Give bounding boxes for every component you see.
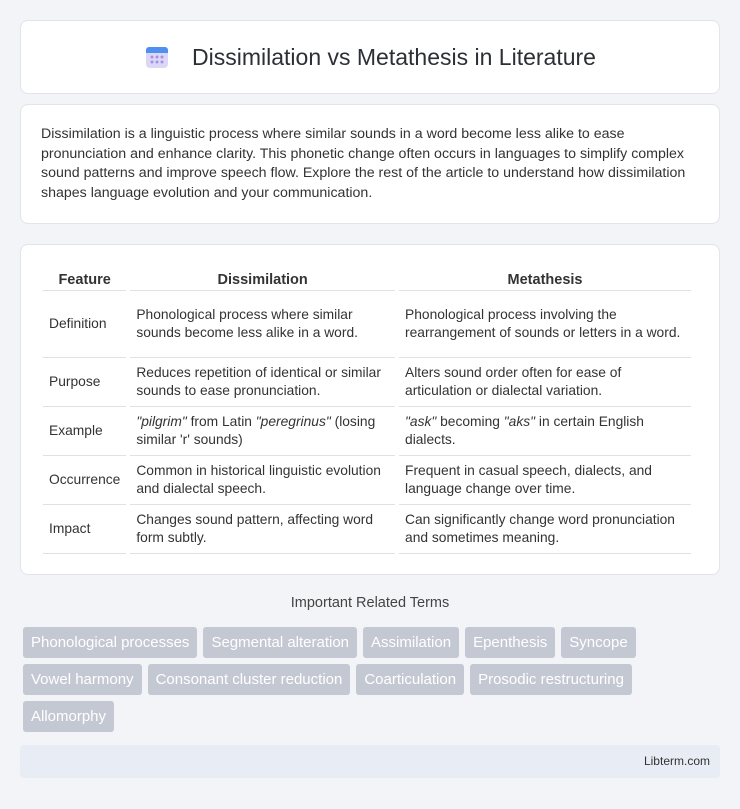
- comparison-card: [20, 244, 720, 575]
- example-text: (losing similar 'r' sounds): [136, 413, 376, 447]
- row-dissimilation: Phonological process where similar sounds become less alike in a word.: [130, 291, 395, 358]
- row-metathesis: Phonological process involving the rearrangement of sounds or letters in a word.: [399, 291, 691, 358]
- header-card: [20, 20, 720, 94]
- related-terms-list: [23, 627, 723, 738]
- row-metathesis: Frequent in casual speech, dialects, and language change over time.: [399, 456, 691, 505]
- row-dissimilation: [130, 407, 395, 456]
- tag-epenthesis[interactable]: Epenthesis: [465, 627, 555, 658]
- footer: [20, 745, 720, 778]
- table-row: [43, 291, 691, 358]
- intro-text: Dissimilation is a linguistic process where similar sounds in a word become less alike to ease pronunciation and enhance clarity. This phonetic change often occurs in languages to simplify complex sound patterns and improve speech flow. Explore the rest of the article to understand how dissimilation shapes language evolution and your communication.: [41, 126, 686, 201]
- header-dissimilation: Dissimilation: [130, 267, 395, 291]
- tag-assimilation[interactable]: Assimilation: [363, 627, 459, 658]
- tag-row: [23, 701, 723, 732]
- comparison-table: [39, 267, 695, 554]
- row-metathesis: Alters sound order often for ease of articulation or dialectal variation.: [399, 358, 691, 407]
- tag-allomorphy[interactable]: Allomorphy: [23, 701, 114, 732]
- example-word: "pilgrim": [136, 413, 187, 429]
- row-dissimilation: Changes sound pattern, affecting word form subtly.: [130, 505, 395, 554]
- calendar-icon: [144, 44, 170, 70]
- header-feature: Feature: [43, 267, 126, 291]
- tag-vowel-harmony[interactable]: Vowel harmony: [23, 664, 142, 695]
- tag-segmental-alteration[interactable]: Segmental alteration: [203, 627, 357, 658]
- example-text: becoming: [436, 413, 504, 429]
- related-terms-title: Important Related Terms: [290, 595, 450, 611]
- table-row: [43, 505, 691, 554]
- example-word: "aks": [503, 413, 536, 429]
- tag-row: [23, 627, 723, 658]
- tag-syncope[interactable]: Syncope: [561, 627, 635, 658]
- example-text: from Latin: [186, 413, 256, 429]
- page-title: Dissimilation vs Metathesis in Literature: [192, 43, 596, 70]
- row-feature: Occurrence: [43, 456, 126, 505]
- tag-row: [23, 664, 723, 695]
- row-feature: Example: [43, 407, 126, 456]
- table-row: [43, 358, 691, 407]
- row-metathesis: Can significantly change word pronunciation and sometimes meaning.: [399, 505, 691, 554]
- example-text: in certain English dialects.: [405, 413, 644, 447]
- example-word: "ask": [405, 413, 437, 429]
- example-word: "peregrinus": [255, 413, 331, 429]
- row-feature: Impact: [43, 505, 126, 554]
- table-row: [43, 456, 691, 505]
- row-dissimilation: Reduces repetition of identical or similar sounds to ease pronunciation.: [130, 358, 395, 407]
- row-feature: Definition: [43, 291, 126, 358]
- table-row: [43, 407, 691, 456]
- tag-phonological-processes[interactable]: Phonological processes: [23, 627, 197, 658]
- row-feature: Purpose: [43, 358, 126, 407]
- intro-card: [20, 104, 720, 224]
- tag-prosodic-restructuring[interactable]: Prosodic restructuring: [470, 664, 632, 695]
- tag-coarticulation[interactable]: Coarticulation: [356, 664, 464, 695]
- row-metathesis: [399, 407, 691, 456]
- row-dissimilation: Common in historical linguistic evolution and dialectal speech.: [130, 456, 395, 505]
- footer-brand-link[interactable]: Libterm.com: [643, 754, 710, 768]
- header-metathesis: Metathesis: [399, 267, 691, 291]
- tag-consonant-cluster-reduction[interactable]: Consonant cluster reduction: [148, 664, 351, 695]
